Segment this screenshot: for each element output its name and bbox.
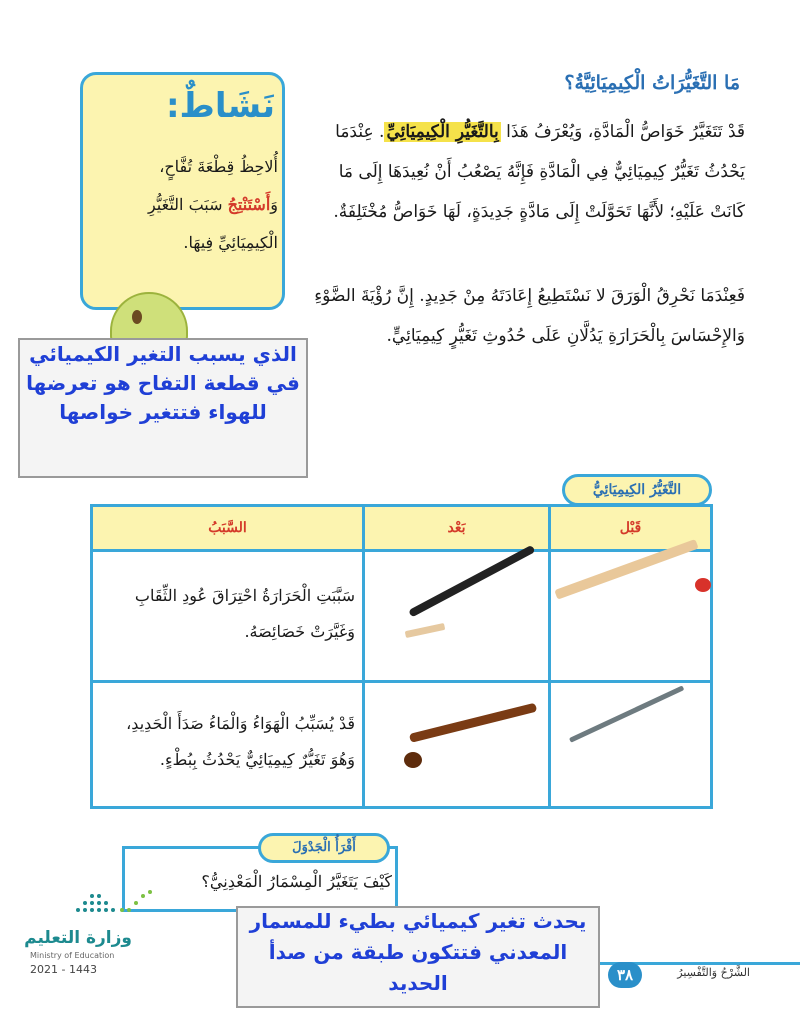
table-divider (93, 680, 710, 683)
header-after: بَعْد (365, 507, 548, 549)
activity-title: نَشَاطٌ: (165, 86, 275, 126)
table-tab-label: التَّغَيُّرُ الكِيمِيَائِيُّ (562, 474, 712, 506)
activity-keyword: أَسْتَنْتِجُ (227, 195, 271, 214)
footer-label: الشَّرْحُ وَالتَّفْسِيرُ (677, 966, 750, 979)
table-divider (362, 507, 365, 807)
apple-seed (132, 310, 142, 324)
section-title: مَا التَّغَيُّرَاتُ الْكِيمِيَائِيَّةُ؟ (564, 72, 740, 94)
read-table-question: كَيْفَ يَتَغَيَّرُ الْمِسْمَارُ الْمَعْدِنِيُّ؟ (201, 872, 392, 891)
row-2-cause: قَدْ يُسَبِّبُ الْهَوَاءُ وَالْمَاءُ صَدَأَ الْحَدِيدِ، وَهُوَ تَغَيُّرٌ كِيمِيَائِيٌّ يَحْدُثُ بِبُطْءٍ. (126, 714, 355, 769)
table-divider (548, 507, 551, 807)
highlight-term: بِالتَّغَيُّرِ الْكِيمِيَائِيِّ (386, 122, 499, 142)
paragraph-1-start: قَدْ تَتَغَيَّرُ خَوَاصُّ الْمَادَّةِ، وَيُعْرَفُ هَذَا (500, 122, 745, 142)
activity-line-2-rest: سَبَبَ التَّغَيُّرِ (147, 195, 228, 214)
table-divider (93, 549, 710, 552)
rusty-nail-head (404, 752, 422, 768)
match-head (695, 578, 711, 592)
page-number: ٣٨ (608, 962, 642, 988)
header-cause: السَّبَبُ (93, 507, 362, 549)
activity-line-2 (98, 186, 278, 224)
paragraph-1-end: . عِنْدَمَا يَحْدُثُ تَغَيُّرٌ كِيمِيَائِيٌّ فِي الْمَادَّةِ فَإِنَّهُ يَصْعُبُ أَنْ نُعِيدَهَا إِلَى مَا كَانَتْ عَلَيْهِ؛ لأَنَّهَا تَحَوَّلَتْ إِلَى مَادَّةٍ جَدِيدَةٍ، لَهَا خَوَاصُّ مُخْتَلِفَةٌ. (333, 122, 745, 222)
activity-line-2-prefix: وَ (270, 195, 278, 214)
ministry-year: 2021 - 1443 (30, 963, 97, 976)
ministry-name-arabic: وزارة التعليم (24, 928, 132, 948)
answer-text-1: الذي يسبب التغير الكيميائي في قطعة التفاح هو تعرضها للهواء فتتغير خواصها (26, 342, 300, 424)
activity-line-1: أُلاحِظُ قِطْعَةَ تُفَّاحٍ، (159, 157, 278, 176)
answer-text-2: يحدث تغير كيميائي بطيء للمسمار المعدني فتتكون طبقة من صدأ الحديد (249, 909, 587, 995)
ministry-logo-icon (70, 888, 160, 916)
read-table-label: أَقْرَأُ الْجَدْوَلَ (258, 833, 390, 863)
paragraph-2: فَعِنْدَمَا نَحْرِقُ الْوَرَقَ لا نَسْتَطِيعُ إِعَادَتَهُ مِنْ جَدِيدٍ. إِنَّ رُؤْيَةَ الضَّوْءِ وَالإِحْسَاسَ بِالْحَرَارَةِ يَدُلَّانِ عَلَى حُدُوثِ تَغَيُّرٍ كِيمِيَائِيٍّ. (314, 286, 745, 346)
ministry-name-english: Ministry of Education (30, 951, 115, 960)
paragraph-1 (300, 112, 745, 232)
row-1-cause: سَبَّبَتِ الْحَرَارَةُ احْتِرَاقَ عُودِ الثِّقَابِ وَغَيَّرَتْ خَصَائِصَهُ. (134, 586, 355, 641)
header-before: قَبْل (551, 507, 710, 549)
activity-text (98, 148, 278, 262)
activity-line-3: الْكِيمِيَائِيِّ فِيهَا. (183, 233, 278, 252)
